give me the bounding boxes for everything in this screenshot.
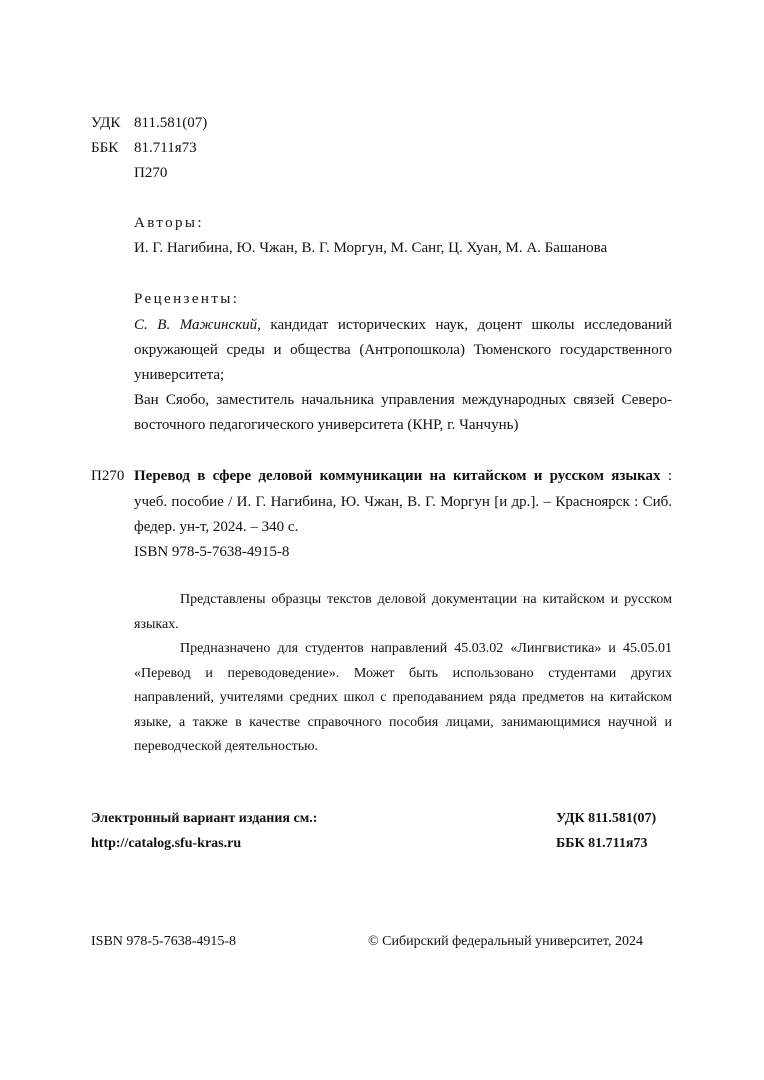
entry-isbn: ISBN 978-5-7638-4915-8 [134, 544, 290, 560]
annotation-p1: Представлены образцы текстов деловой документации на китайском и русском языках. [134, 592, 672, 632]
entry-details: : учеб. пособие / И. Г. Нагибина, Ю. Чжан, В. Г. Моргун [и др.]. – Красноярск : Сиб. федер. ун-т, 2024. – 340 с. [134, 468, 672, 535]
annotation-p2: Предназначено для студентов направлений 45.03.02 «Лингвистика» и 45.05.01 «Перевод и переводоведение». Может быть использовано студентами других направлений, учителями средних школ с преподаванием ряда предметов на китайском языке, а также в качестве справочного пособия лицами, занимающимися научной и переводческой деятельностью. [134, 641, 672, 754]
electronic-url[interactable]: http://catalog.sfu-kras.ru [91, 836, 242, 851]
footer-isbn: ISBN 978-5-7638-4915-8 [91, 934, 237, 949]
reviewer-1-name: С. В. Мажинский [134, 317, 258, 333]
reviewer-1 [134, 313, 672, 388]
electronic-udk: УДК 811.581(07) [556, 811, 657, 826]
electronic-bbk: ББК 81.711я73 [556, 836, 648, 851]
entry-description [134, 464, 672, 541]
reviewer-1-text: , кандидат исторических наук, доцент школы исследований окружающей среды и общества (Антропошкола) Тюменского государственного университета; [134, 317, 672, 383]
udk-label: УДК [91, 115, 121, 131]
bbk-label: ББК [91, 140, 119, 156]
author-mark: П270 [134, 165, 168, 181]
bbk-value: 81.711я73 [134, 140, 197, 156]
electronic-label: Электронный вариант издания см.: [91, 811, 318, 826]
entry-mark: П270 [91, 468, 125, 484]
entry-title: Перевод в сфере деловой коммуникации на китайском и русском языках [134, 468, 661, 484]
reviewer-2: Ван Сяобо, заместитель начальника управления международных связей Северо-восточного педагогического университета (КНР, г. Чанчунь) [134, 392, 672, 433]
footer-copyright: © Сибирский федеральный университет, 2024 [368, 934, 643, 949]
authors-heading: Авторы: [134, 215, 204, 231]
reviewers-heading: Рецензенты: [134, 291, 240, 307]
udk-value: 811.581(07) [134, 115, 208, 131]
authors-names: И. Г. Нагибина, Ю. Чжан, В. Г. Моргун, М. Санг, Ц. Хуан, М. А. Башанова [134, 240, 608, 256]
